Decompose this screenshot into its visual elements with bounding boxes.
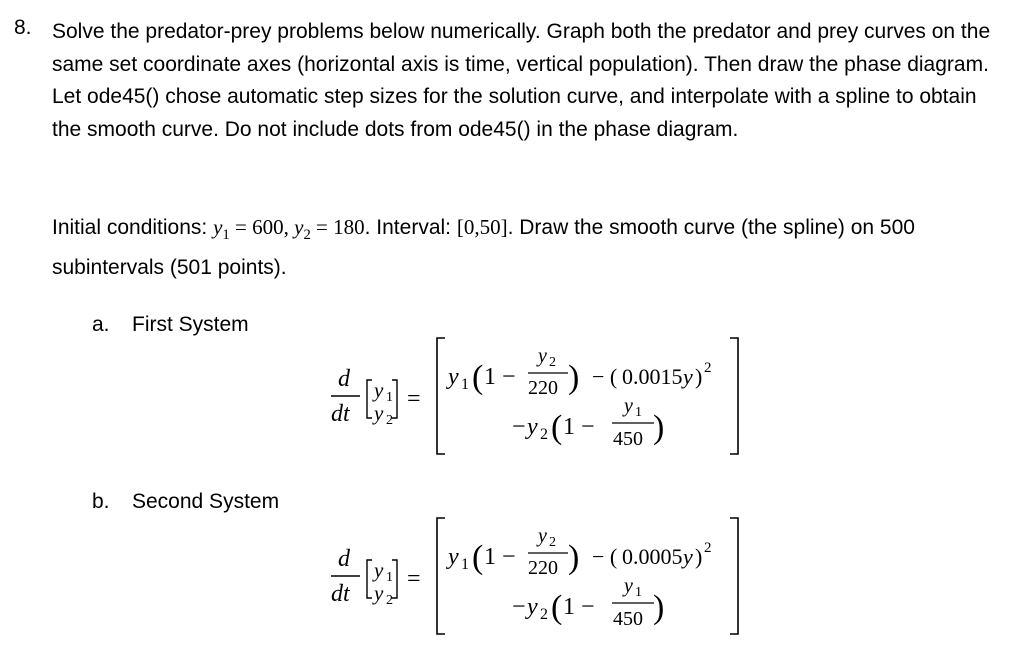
svg-text:y: y — [538, 345, 547, 367]
svg-text:y: y — [683, 544, 693, 569]
svg-text:y: y — [374, 378, 384, 402]
svg-text:=: = — [407, 566, 421, 592]
ic-equations: $y_1 = 600$, $y_2 = 180$ — [213, 215, 365, 244]
system-a-equation — [0, 330, 1024, 460]
svg-text:1: 1 — [635, 585, 642, 600]
svg-text:1 −: 1 − — [484, 364, 516, 390]
svg-text:220: 220 — [528, 557, 558, 579]
svg-text:220: 220 — [528, 377, 558, 399]
svg-text:y: y — [448, 364, 459, 390]
svg-text:1: 1 — [461, 376, 469, 393]
svg-text:y: y — [624, 395, 633, 417]
svg-text:=: = — [407, 386, 421, 412]
svg-text:y: y — [527, 414, 538, 440]
svg-text:1 −: 1 − — [563, 414, 595, 440]
svg-text:450: 450 — [613, 428, 643, 450]
system-b-heading: b. Second System — [92, 490, 280, 513]
svg-text:2: 2 — [386, 413, 393, 428]
svg-text:y: y — [527, 594, 538, 620]
svg-text:y: y — [624, 575, 633, 597]
interval-value: [0,50] — [456, 215, 508, 239]
svg-text:y: y — [538, 525, 547, 547]
svg-text:0.0015: 0.0015 — [622, 364, 683, 389]
svg-text:−: − — [512, 594, 526, 620]
svg-text:y: y — [374, 581, 384, 605]
svg-text:): ) — [653, 409, 665, 446]
svg-text:y: y — [683, 364, 693, 389]
svg-text:2: 2 — [549, 535, 556, 550]
svg-text:(: ( — [551, 589, 563, 626]
svg-text:): ) — [653, 589, 665, 626]
system-b-equation — [0, 510, 1024, 640]
svg-text:2: 2 — [540, 426, 548, 443]
svg-text:0.0005: 0.0005 — [622, 544, 683, 569]
svg-text:dt: dt — [331, 581, 350, 607]
problem-intro: Solve the predator-prey problems below numerically. Graph both the predator and prey curves on the same set coordinate axes (horizontal axis is time, vertical population). Then draw the phase diagram. Let ode45() chose automatic step sizes for the solution curve, and interpolate with a spline to obtain the smooth curve. Do not include dots from ode45() in the phase diagram. — [52, 20, 991, 141]
svg-text:2: 2 — [386, 593, 393, 608]
svg-text:y: y — [374, 558, 384, 582]
svg-text:dt: dt — [331, 401, 350, 427]
svg-text:1 −: 1 − — [563, 594, 595, 620]
svg-text:1 −: 1 − — [484, 544, 516, 570]
svg-text:(: ( — [551, 409, 563, 446]
svg-text:): ) — [568, 539, 580, 576]
svg-text:1: 1 — [386, 390, 393, 405]
initial-conditions: Initial conditions: $y_1 = 600$, $y_2 = 180$. Interval: [0,50]. Draw the smooth curve (the spline) on 500 subintervals (501 points). — [52, 215, 915, 279]
svg-text:d: d — [338, 546, 350, 572]
svg-text:2: 2 — [704, 360, 712, 376]
svg-text:): ) — [695, 544, 703, 569]
svg-text:y: y — [374, 401, 384, 425]
svg-text:− (: − ( — [592, 364, 618, 389]
svg-text:(: ( — [472, 359, 484, 396]
svg-text:1: 1 — [386, 570, 393, 585]
svg-text:d: d — [338, 366, 350, 392]
svg-text:(: ( — [472, 539, 484, 576]
svg-text:− (: − ( — [592, 544, 618, 569]
svg-text:2: 2 — [704, 540, 712, 556]
svg-text:450: 450 — [613, 608, 643, 630]
svg-text:1: 1 — [635, 405, 642, 420]
svg-text:): ) — [568, 359, 580, 396]
problem-number: 8. — [14, 16, 32, 39]
svg-text:−: − — [512, 414, 526, 440]
system-a-heading: a. First System — [92, 313, 249, 336]
svg-text:2: 2 — [540, 606, 548, 623]
svg-text:): ) — [695, 364, 703, 389]
svg-text:1: 1 — [461, 556, 469, 573]
svg-text:y: y — [448, 544, 459, 570]
svg-text:2: 2 — [549, 355, 556, 370]
